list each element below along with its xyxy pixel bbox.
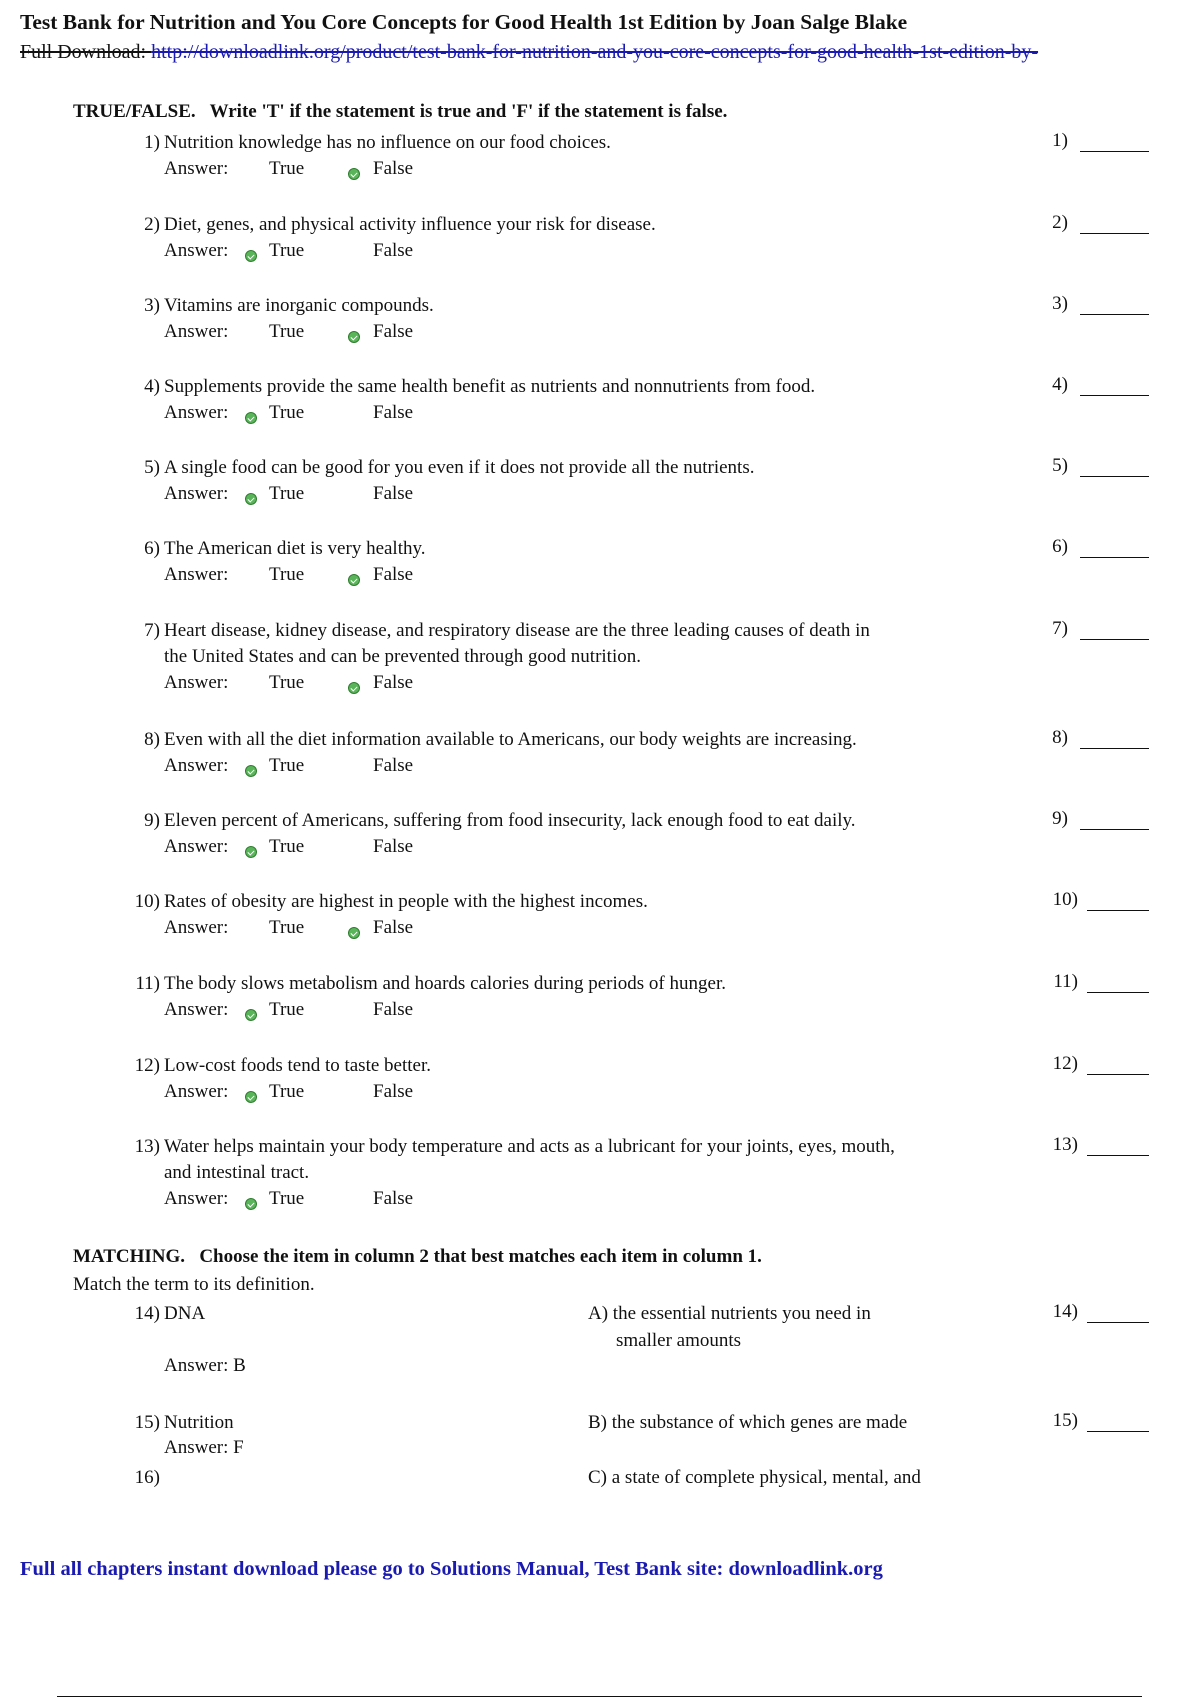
false-option: False xyxy=(373,1188,414,1209)
answer-blank-line[interactable] xyxy=(1087,1431,1149,1432)
question-text: The American diet is very healthy. xyxy=(164,538,426,559)
download-line xyxy=(20,41,1038,64)
answer-label: Answer: xyxy=(164,321,229,342)
answer-blank-line[interactable] xyxy=(1080,233,1149,234)
download-link[interactable]: http://downloadlink.org/product/test-bank-for-nutrition-and-you-core-concepts-for-good-health-1st-edition-by- xyxy=(151,41,1039,63)
question-text: Even with all the diet information available to Americans, our body weights are increasing. xyxy=(164,729,857,750)
question-text: Nutrition knowledge has no influence on our food choices. xyxy=(164,132,611,153)
question-number: 5) xyxy=(144,457,160,478)
answer-label: Answer: xyxy=(164,917,229,938)
true-option: True xyxy=(269,999,305,1020)
answer-blank-line[interactable] xyxy=(1087,910,1149,911)
correct-answer-check-icon xyxy=(245,1091,257,1103)
question-number: 3) xyxy=(144,295,160,316)
answer-label: Answer: xyxy=(164,672,229,693)
answer-blank-line[interactable] xyxy=(1080,829,1149,830)
answer-label: Answer: xyxy=(164,158,229,179)
question-number: 13) xyxy=(134,1136,160,1157)
right-question-number: 12) xyxy=(1052,1053,1078,1074)
answer-blank-line[interactable] xyxy=(1080,748,1149,749)
right-question-number: 3) xyxy=(1052,293,1068,314)
question-number: 6) xyxy=(144,538,160,559)
correct-answer-check-icon xyxy=(348,927,360,939)
correct-answer-check-icon xyxy=(245,250,257,262)
right-matching-number: 15) xyxy=(1052,1410,1078,1431)
true-option: True xyxy=(269,917,305,938)
matching-term: Nutrition xyxy=(164,1412,234,1433)
answer-blank-line[interactable] xyxy=(1087,1155,1149,1156)
question-number: 12) xyxy=(134,1055,160,1076)
question-number: 4) xyxy=(144,376,160,397)
question-text: Heart disease, kidney disease, and respiratory disease are the three leading causes of death in xyxy=(164,620,870,641)
false-option: False xyxy=(373,321,414,342)
question-text: Eleven percent of Americans, suffering from food insecurity, lack enough food to eat daily. xyxy=(164,810,856,831)
right-question-number: 4) xyxy=(1052,374,1068,395)
true-option: True xyxy=(269,1188,305,1209)
truefalse-instructions: Write 'T' if the statement is true and 'F' if the statement is false. xyxy=(209,101,728,122)
matching-number: 14) xyxy=(134,1303,160,1324)
answer-blank-line[interactable] xyxy=(1080,395,1149,396)
true-option: True xyxy=(269,672,305,693)
question-number: 2) xyxy=(144,214,160,235)
right-matching-number: 14) xyxy=(1052,1301,1078,1322)
download-prefix: Full Download: xyxy=(20,41,152,63)
right-question-number: 7) xyxy=(1052,618,1068,639)
answer-label: Answer: xyxy=(164,240,229,261)
question-text: Vitamins are inorganic compounds. xyxy=(164,295,434,316)
correct-answer-check-icon xyxy=(245,1198,257,1210)
matching-subtitle: Match the term to its definition. xyxy=(73,1274,315,1295)
right-question-number: 9) xyxy=(1052,808,1068,829)
right-question-number: 2) xyxy=(1052,212,1068,233)
document-title: Test Bank for Nutrition and You Core Concepts for Good Health 1st Edition by Joan Salge Blake xyxy=(20,10,908,34)
false-option: False xyxy=(373,999,414,1020)
false-option: False xyxy=(373,483,414,504)
false-option: False xyxy=(373,402,414,423)
question-text: A single food can be good for you even if it does not provide all the nutrients. xyxy=(164,457,755,478)
matching-answer: Answer: B xyxy=(164,1355,246,1376)
question-number: 1) xyxy=(144,132,160,153)
answer-blank-line[interactable] xyxy=(1080,151,1149,152)
answer-label: Answer: xyxy=(164,999,229,1020)
false-option: False xyxy=(373,1081,414,1102)
correct-answer-check-icon xyxy=(348,168,360,180)
question-text: The body slows metabolism and hoards calories during periods of hunger. xyxy=(164,973,726,994)
question-number: 10) xyxy=(134,891,160,912)
correct-answer-check-icon xyxy=(245,412,257,424)
true-option: True xyxy=(269,1081,305,1102)
question-text: the United States and can be prevented through good nutrition. xyxy=(164,646,641,667)
question-text: and intestinal tract. xyxy=(164,1162,310,1183)
false-option: False xyxy=(373,564,414,585)
right-question-number: 6) xyxy=(1052,536,1068,557)
false-option: False xyxy=(373,917,414,938)
matching-option: smaller amounts xyxy=(616,1330,742,1351)
right-question-number: 13) xyxy=(1052,1134,1078,1155)
truefalse-title: TRUE/FALSE. xyxy=(73,101,196,122)
correct-answer-check-icon xyxy=(245,765,257,777)
answer-blank-line[interactable] xyxy=(1080,557,1149,558)
right-question-number: 8) xyxy=(1052,727,1068,748)
false-option: False xyxy=(373,240,414,261)
true-option: True xyxy=(269,564,305,585)
right-question-number: 10) xyxy=(1052,889,1078,910)
answer-label: Answer: xyxy=(164,402,229,423)
answer-label: Answer: xyxy=(164,1081,229,1102)
matching-title: MATCHING. xyxy=(73,1246,186,1267)
question-text: Low-cost foods tend to taste better. xyxy=(164,1055,431,1076)
bottom-rule xyxy=(57,1696,1142,1697)
question-text: Diet, genes, and physical activity influence your risk for disease. xyxy=(164,214,656,235)
correct-answer-check-icon xyxy=(348,574,360,586)
false-option: False xyxy=(373,672,414,693)
answer-label: Answer: xyxy=(164,836,229,857)
answer-blank-line[interactable] xyxy=(1087,1074,1149,1075)
false-option: False xyxy=(373,158,414,179)
matching-option: C) a state of complete physical, mental, and xyxy=(588,1467,921,1488)
true-option: True xyxy=(269,755,305,776)
answer-blank-line[interactable] xyxy=(1080,476,1149,477)
true-option: True xyxy=(269,483,305,504)
answer-label: Answer: xyxy=(164,564,229,585)
true-option: True xyxy=(269,158,305,179)
question-text: Water helps maintain your body temperature and acts as a lubricant for your joints, eyes, mouth, xyxy=(164,1136,895,1157)
question-text: Supplements provide the same health benefit as nutrients and nonnutrients from food. xyxy=(164,376,816,397)
matching-option: A) the essential nutrients you need in xyxy=(588,1303,871,1324)
answer-blank-line[interactable] xyxy=(1087,992,1149,993)
right-question-number: 11) xyxy=(1053,971,1078,992)
correct-answer-check-icon xyxy=(245,493,257,505)
footer-download-notice[interactable]: Full all chapters instant download please go to Solutions Manual, Test Bank site: downloadlink.org xyxy=(20,1558,883,1580)
answer-blank-line[interactable] xyxy=(1080,314,1149,315)
matching-number: 15) xyxy=(134,1412,160,1433)
true-option: True xyxy=(269,321,305,342)
matching-term: DNA xyxy=(164,1303,206,1324)
matching-answer: Answer: F xyxy=(164,1437,244,1458)
true-option: True xyxy=(269,836,305,857)
right-question-number: 5) xyxy=(1052,455,1068,476)
answer-blank-line[interactable] xyxy=(1080,639,1149,640)
correct-answer-check-icon xyxy=(245,846,257,858)
true-option: True xyxy=(269,402,305,423)
answer-blank-line[interactable] xyxy=(1087,1322,1149,1323)
answer-label: Answer: xyxy=(164,483,229,504)
question-number: 8) xyxy=(144,729,160,750)
matching-heading xyxy=(73,1246,762,1268)
correct-answer-check-icon xyxy=(245,1009,257,1021)
answer-label: Answer: xyxy=(164,1188,229,1209)
false-option: False xyxy=(373,836,414,857)
question-number: 11) xyxy=(135,973,160,994)
question-text: Rates of obesity are highest in people with the highest incomes. xyxy=(164,891,648,912)
false-option: False xyxy=(373,755,414,776)
matching-option: B) the substance of which genes are made xyxy=(588,1412,908,1433)
correct-answer-check-icon xyxy=(348,682,360,694)
correct-answer-check-icon xyxy=(348,331,360,343)
truefalse-heading xyxy=(73,101,727,123)
question-number: 9) xyxy=(144,810,160,831)
answer-label: Answer: xyxy=(164,755,229,776)
question-number: 7) xyxy=(144,620,160,641)
right-question-number: 1) xyxy=(1052,130,1068,151)
matching-instructions: Choose the item in column 2 that best matches each item in column 1. xyxy=(199,1246,762,1267)
matching-number: 16) xyxy=(134,1467,160,1488)
true-option: True xyxy=(269,240,305,261)
